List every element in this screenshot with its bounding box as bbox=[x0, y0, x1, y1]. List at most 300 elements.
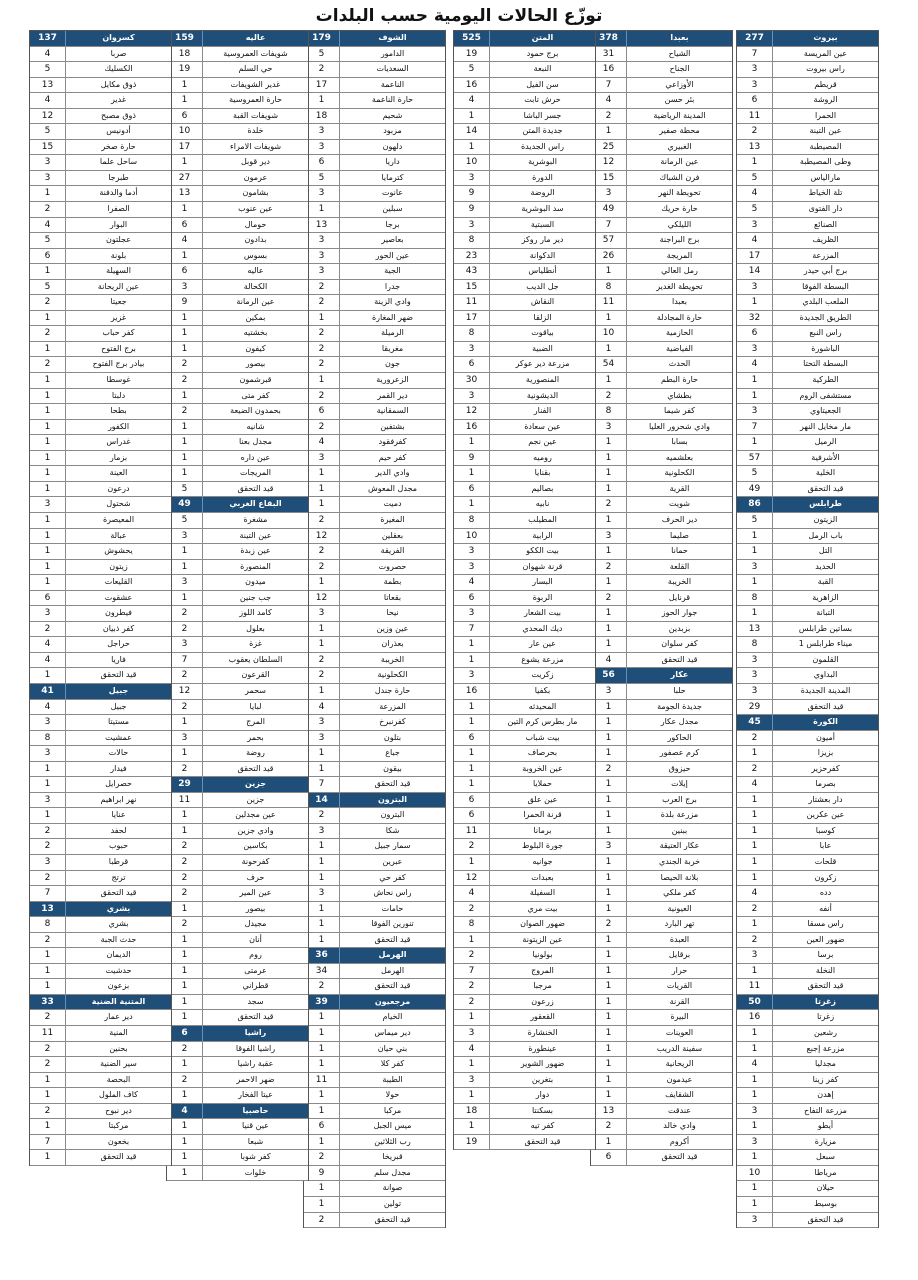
case-count: 3 bbox=[304, 233, 340, 248]
town-name: قيد التحقق bbox=[100, 670, 137, 680]
district-header-row bbox=[30, 995, 171, 1011]
district-name: البقاع الغربي bbox=[229, 499, 282, 509]
town-name: ضهور الصوان bbox=[520, 919, 565, 929]
table-row bbox=[30, 1057, 171, 1073]
case-count: 8 bbox=[454, 917, 490, 932]
case-count: 2 bbox=[591, 917, 627, 932]
town-name: الشقايف bbox=[665, 1090, 694, 1100]
town-name: شويفات العمروسية bbox=[223, 48, 288, 58]
district-total: 33 bbox=[30, 995, 66, 1010]
case-count: 2 bbox=[304, 62, 340, 77]
town-name: داريا bbox=[385, 157, 400, 167]
town-name: حي السلم bbox=[238, 64, 273, 74]
table-row bbox=[591, 62, 732, 78]
table-row bbox=[591, 1119, 732, 1135]
table-row bbox=[591, 979, 732, 995]
case-count: 7 bbox=[30, 1135, 66, 1150]
case-count: 2 bbox=[30, 871, 66, 886]
case-count: 1 bbox=[304, 466, 340, 481]
case-count: 2 bbox=[304, 808, 340, 823]
town-name: المعيصرة bbox=[102, 514, 135, 524]
town-name: خلدة bbox=[247, 126, 264, 136]
case-count: 4 bbox=[454, 575, 490, 590]
table-row bbox=[737, 933, 878, 949]
town-name: مزرعة دير عوكر bbox=[515, 359, 570, 369]
case-count: 1 bbox=[454, 762, 490, 777]
case-count: 2 bbox=[30, 839, 66, 854]
town-name: فيدار bbox=[110, 763, 127, 773]
town-name: المزرعة bbox=[379, 701, 406, 711]
case-count: 1 bbox=[30, 513, 66, 528]
table-row bbox=[304, 560, 445, 576]
table-row bbox=[304, 933, 445, 949]
table-row bbox=[167, 1088, 308, 1104]
case-count: 1 bbox=[304, 373, 340, 388]
case-count: 49 bbox=[737, 482, 773, 497]
case-count: 12 bbox=[30, 109, 66, 124]
table-row bbox=[30, 1119, 171, 1135]
town-name: الديمان bbox=[106, 950, 131, 960]
table-row bbox=[304, 746, 445, 762]
case-count: 3 bbox=[304, 249, 340, 264]
town-name: بسوس bbox=[243, 250, 268, 260]
town-name: برقايل bbox=[668, 950, 691, 960]
town-name: شكا bbox=[385, 825, 400, 835]
district-total: 41 bbox=[30, 684, 66, 699]
case-count: 31 bbox=[591, 47, 627, 62]
town-name: ديك المحدي bbox=[522, 623, 563, 633]
case-count: 2 bbox=[304, 979, 340, 994]
town-name: السهيلة bbox=[106, 266, 131, 276]
table-row bbox=[167, 1010, 308, 1026]
case-count: 1 bbox=[304, 762, 340, 777]
district-header-row bbox=[737, 31, 878, 47]
case-count: 3 bbox=[30, 855, 66, 870]
district-total: 50 bbox=[737, 995, 773, 1010]
table-row bbox=[167, 451, 308, 467]
table-row bbox=[304, 979, 445, 995]
town-name: وادي الزينة bbox=[374, 297, 411, 307]
town-name: قيد التحقق bbox=[237, 1012, 274, 1022]
case-count: 1 bbox=[591, 964, 627, 979]
town-name: قيد التحقق bbox=[807, 1214, 844, 1224]
district-name: كسروان bbox=[102, 33, 135, 42]
town-name: حرش تابت bbox=[524, 95, 561, 105]
table-row bbox=[454, 1104, 595, 1120]
case-count: 3 bbox=[304, 186, 340, 201]
table-row bbox=[30, 560, 171, 576]
town-name: عين علق bbox=[527, 794, 558, 804]
case-count: 1 bbox=[167, 995, 203, 1010]
case-count: 1 bbox=[30, 964, 66, 979]
table-row bbox=[304, 700, 445, 716]
case-count: 19 bbox=[454, 47, 490, 62]
case-count: 1 bbox=[30, 1119, 66, 1134]
town-name: برج البراجنة bbox=[659, 235, 700, 245]
case-count: 1 bbox=[591, 777, 627, 792]
town-name: مجدل المعوش bbox=[367, 483, 418, 493]
case-count: 1 bbox=[737, 155, 773, 170]
town-name: يحشوش bbox=[104, 546, 133, 556]
table-column bbox=[736, 30, 879, 1228]
case-count: 6 bbox=[454, 591, 490, 606]
case-count: 2 bbox=[304, 280, 340, 295]
table-row bbox=[591, 622, 732, 638]
town-name: بوسيط bbox=[813, 1199, 838, 1209]
town-name: كفرحونة bbox=[241, 856, 270, 866]
town-name: كفر شيما bbox=[664, 406, 695, 416]
town-name: شحتول bbox=[106, 499, 131, 509]
town-name: طبرجا bbox=[108, 172, 129, 182]
town-name: الشياح bbox=[668, 48, 691, 58]
town-name: إهدن bbox=[817, 1090, 834, 1100]
town-name: المدينة الجديدة bbox=[800, 685, 851, 695]
case-count: 2 bbox=[737, 902, 773, 917]
case-count: 2 bbox=[30, 1010, 66, 1025]
table-row bbox=[591, 78, 732, 94]
town-name: عبالة bbox=[110, 530, 127, 540]
table-row bbox=[30, 389, 171, 405]
table-row bbox=[304, 1150, 445, 1166]
town-name: قلحات bbox=[814, 856, 837, 866]
table-row bbox=[167, 902, 308, 918]
case-count: 1 bbox=[30, 1150, 66, 1165]
town-name: المصيطبة bbox=[809, 141, 842, 151]
table-row bbox=[304, 1104, 445, 1120]
town-name: حارة صخر bbox=[101, 141, 136, 151]
table-row bbox=[737, 1150, 878, 1166]
case-count: 1 bbox=[30, 1073, 66, 1088]
table-row bbox=[737, 606, 878, 622]
table-row bbox=[737, 793, 878, 809]
town-name: جوار الحوز bbox=[661, 608, 698, 618]
town-name: بولونيا bbox=[532, 950, 553, 960]
table-row bbox=[454, 684, 595, 700]
table-row bbox=[304, 731, 445, 747]
town-name: المغيرة bbox=[380, 514, 405, 524]
case-count: 1 bbox=[737, 824, 773, 839]
case-count: 1 bbox=[591, 451, 627, 466]
case-count: 2 bbox=[304, 668, 340, 683]
case-count: 1 bbox=[30, 420, 66, 435]
district-header-row bbox=[591, 31, 732, 47]
case-count: 29 bbox=[737, 700, 773, 715]
town-name: كوسبا bbox=[815, 825, 836, 835]
town-name: بيت شباب bbox=[525, 732, 560, 742]
table-row bbox=[30, 746, 171, 762]
town-name: كترمايا bbox=[381, 172, 404, 182]
table-row bbox=[167, 622, 308, 638]
table-row bbox=[591, 606, 732, 622]
case-count: 1 bbox=[591, 466, 627, 481]
table-row bbox=[30, 668, 171, 684]
table-row bbox=[30, 78, 171, 94]
table-row bbox=[167, 637, 308, 653]
case-count: 1 bbox=[167, 435, 203, 450]
town-name: أنفه bbox=[819, 903, 832, 913]
town-name: الحديد bbox=[815, 561, 836, 571]
town-name: مرجبا bbox=[533, 981, 552, 991]
district-name: الهرمل bbox=[378, 950, 407, 960]
table-row bbox=[304, 186, 445, 202]
town-name: الكفور bbox=[107, 421, 130, 431]
table-row bbox=[737, 731, 878, 747]
table-row bbox=[737, 824, 878, 840]
case-count: 2 bbox=[737, 124, 773, 139]
case-count: 1 bbox=[737, 295, 773, 310]
case-count: 1 bbox=[167, 78, 203, 93]
table-row bbox=[591, 855, 732, 871]
town-name: عندقت bbox=[667, 1105, 692, 1115]
table-row bbox=[737, 404, 878, 420]
case-count: 4 bbox=[737, 357, 773, 372]
town-name: حلبا bbox=[673, 685, 686, 695]
case-count: 1 bbox=[737, 808, 773, 823]
town-name: ذوق مصبح bbox=[101, 110, 136, 120]
case-count: 5 bbox=[30, 62, 66, 77]
case-count: 11 bbox=[454, 295, 490, 310]
table-row bbox=[737, 1010, 878, 1026]
town-name: القعقور bbox=[530, 1012, 555, 1022]
town-name: بتغرين bbox=[531, 1074, 554, 1084]
town-name: المريجات bbox=[239, 468, 272, 478]
table-row bbox=[30, 435, 171, 451]
case-count: 2 bbox=[304, 1150, 340, 1165]
town-name: الفريقة bbox=[380, 546, 405, 556]
case-count: 5 bbox=[304, 47, 340, 62]
table-row bbox=[304, 202, 445, 218]
town-name: بزمار bbox=[109, 452, 128, 462]
case-count: 1 bbox=[454, 1088, 490, 1103]
case-count: 8 bbox=[737, 637, 773, 652]
town-name: برج أبي حيدر bbox=[803, 266, 848, 276]
table-row bbox=[304, 1057, 445, 1073]
case-count: 1 bbox=[737, 1181, 773, 1196]
table-row bbox=[167, 715, 308, 731]
case-count: 3 bbox=[454, 389, 490, 404]
case-count: 1 bbox=[591, 342, 627, 357]
town-name: مزيارة bbox=[814, 1136, 837, 1146]
case-count: 3 bbox=[30, 793, 66, 808]
town-name: بعاصير bbox=[381, 235, 404, 245]
town-name: بيقون bbox=[383, 763, 402, 773]
table-row bbox=[454, 202, 595, 218]
town-name: أميون bbox=[816, 732, 835, 742]
table-row bbox=[304, 715, 445, 731]
case-count: 4 bbox=[591, 93, 627, 108]
table-row bbox=[167, 871, 308, 887]
town-name: بلانة الحيصا bbox=[660, 872, 699, 882]
case-count: 5 bbox=[737, 466, 773, 481]
case-count: 1 bbox=[591, 124, 627, 139]
town-name: السلطان يعقوب bbox=[228, 654, 283, 664]
case-count: 3 bbox=[304, 824, 340, 839]
town-name: أدونيس bbox=[106, 126, 131, 136]
case-count: 25 bbox=[591, 140, 627, 155]
table-row bbox=[737, 357, 878, 373]
town-name: دار الفتوى bbox=[808, 204, 843, 214]
case-count: 6 bbox=[30, 249, 66, 264]
case-count: 15 bbox=[454, 280, 490, 295]
case-count: 1 bbox=[30, 668, 66, 683]
case-count: 1 bbox=[737, 855, 773, 870]
town-name: عين المير bbox=[239, 888, 272, 898]
town-name: وطى المصيطبة bbox=[799, 157, 852, 167]
case-count: 2 bbox=[304, 560, 340, 575]
town-name: بني حيان bbox=[377, 1043, 408, 1053]
district-total: 378 bbox=[591, 31, 627, 46]
case-count: 3 bbox=[30, 155, 66, 170]
town-name: فرن الشباك bbox=[659, 172, 700, 182]
case-count: 5 bbox=[304, 171, 340, 186]
town-name: حومال bbox=[244, 219, 267, 229]
town-name: الدكوانة bbox=[529, 250, 556, 260]
table-row bbox=[304, 902, 445, 918]
case-count: 1 bbox=[167, 451, 203, 466]
town-name: غدراس bbox=[106, 437, 131, 447]
case-count: 7 bbox=[304, 777, 340, 792]
town-name: ساحل علما bbox=[99, 157, 138, 167]
town-name: كفر حباب bbox=[102, 328, 135, 338]
case-count: 49 bbox=[591, 202, 627, 217]
case-count: 4 bbox=[737, 186, 773, 201]
case-count: 2 bbox=[167, 357, 203, 372]
table-row bbox=[737, 684, 878, 700]
table-row bbox=[591, 389, 732, 405]
case-count: 1 bbox=[167, 1088, 203, 1103]
table-row bbox=[454, 839, 595, 855]
table-row bbox=[304, 1181, 445, 1197]
district-header-row bbox=[167, 31, 308, 47]
case-count: 1 bbox=[591, 575, 627, 590]
case-count: 1 bbox=[167, 93, 203, 108]
case-count: 23 bbox=[454, 249, 490, 264]
table-row bbox=[454, 1057, 595, 1073]
town-name: راشيا الفوقا bbox=[235, 1043, 276, 1053]
table-row bbox=[304, 1010, 445, 1026]
case-count: 8 bbox=[591, 280, 627, 295]
town-name: بعقلين bbox=[381, 530, 404, 540]
table-row bbox=[30, 249, 171, 265]
table-row bbox=[591, 93, 732, 109]
case-count: 1 bbox=[737, 1073, 773, 1088]
case-count: 4 bbox=[30, 653, 66, 668]
table-row bbox=[737, 171, 878, 187]
table-row bbox=[737, 264, 878, 280]
table-row bbox=[737, 1181, 878, 1197]
table-row bbox=[30, 264, 171, 280]
case-count: 1 bbox=[737, 1042, 773, 1057]
town-name: ذوق مكايل bbox=[100, 79, 137, 89]
town-name: وادي خالد bbox=[663, 1121, 696, 1131]
table-row bbox=[30, 606, 171, 622]
town-name: مستيتا bbox=[107, 717, 130, 727]
table-row bbox=[454, 995, 595, 1011]
case-count: 1 bbox=[167, 1119, 203, 1134]
case-count: 2 bbox=[304, 1213, 340, 1228]
town-name: بشتفين bbox=[380, 421, 405, 431]
table-row bbox=[304, 466, 445, 482]
table-row bbox=[737, 435, 878, 451]
table-row bbox=[454, 109, 595, 125]
table-row bbox=[30, 109, 171, 125]
town-name: راس مسقا bbox=[807, 919, 844, 929]
table-row bbox=[304, 155, 445, 171]
table-row bbox=[454, 93, 595, 109]
table-row bbox=[591, 124, 732, 140]
town-name: قطراني bbox=[242, 981, 269, 991]
town-name: بطحا bbox=[110, 406, 127, 416]
town-name: حولا bbox=[385, 1090, 400, 1100]
table-row bbox=[454, 777, 595, 793]
table-row bbox=[30, 404, 171, 420]
table-row bbox=[304, 373, 445, 389]
case-count: 2 bbox=[737, 731, 773, 746]
case-count: 1 bbox=[304, 933, 340, 948]
table-row bbox=[304, 389, 445, 405]
case-count: 7 bbox=[591, 78, 627, 93]
case-count: 1 bbox=[737, 839, 773, 854]
table-row bbox=[737, 1197, 878, 1213]
district-total: 277 bbox=[737, 31, 773, 46]
case-count: 7 bbox=[737, 47, 773, 62]
table-row bbox=[591, 466, 732, 482]
town-name: حارة المجادلة bbox=[656, 312, 703, 322]
town-name: نهر ابراهيم bbox=[100, 794, 137, 804]
district-header-row bbox=[591, 668, 732, 684]
table-row bbox=[591, 591, 732, 607]
town-name: بسابا bbox=[671, 437, 688, 447]
district-total: 159 bbox=[167, 31, 203, 46]
town-name: الديشونية bbox=[526, 390, 559, 400]
town-name: الناعمة bbox=[380, 79, 405, 89]
case-count: 1 bbox=[454, 109, 490, 124]
town-name: غوسطا bbox=[106, 375, 131, 385]
town-name: المنصورة bbox=[240, 561, 271, 571]
town-name: عين سعادة bbox=[524, 421, 561, 431]
table-row bbox=[304, 280, 445, 296]
table-column bbox=[303, 30, 446, 1228]
table-row bbox=[591, 731, 732, 747]
case-count: 54 bbox=[591, 357, 627, 372]
case-count: 1 bbox=[737, 529, 773, 544]
table-row bbox=[30, 47, 171, 63]
case-count: 5 bbox=[30, 280, 66, 295]
town-name: مزرعة بلدة bbox=[660, 810, 699, 820]
table-row bbox=[737, 886, 878, 902]
town-name: القرية bbox=[669, 483, 690, 493]
town-name: عكار العتيقة bbox=[659, 841, 700, 851]
town-name: لبايا bbox=[249, 701, 262, 711]
town-name: دلبتا bbox=[111, 390, 126, 400]
table-row bbox=[167, 513, 308, 529]
case-count: 6 bbox=[454, 808, 490, 823]
town-name: الكسليك bbox=[104, 64, 133, 74]
town-name: بزيزا bbox=[817, 748, 834, 758]
town-name: بعبدا bbox=[672, 297, 687, 307]
case-count: 6 bbox=[167, 218, 203, 233]
case-count: 8 bbox=[30, 731, 66, 746]
table-row bbox=[30, 1104, 171, 1120]
case-count: 4 bbox=[304, 700, 340, 715]
case-count: 32 bbox=[737, 311, 773, 326]
case-count: 5 bbox=[30, 124, 66, 139]
town-name: عين نجم bbox=[528, 437, 557, 447]
case-count: 15 bbox=[30, 140, 66, 155]
town-name: مغريقا bbox=[381, 343, 404, 353]
town-name: بعذران bbox=[381, 639, 404, 649]
town-name: الزيتون bbox=[813, 514, 838, 524]
